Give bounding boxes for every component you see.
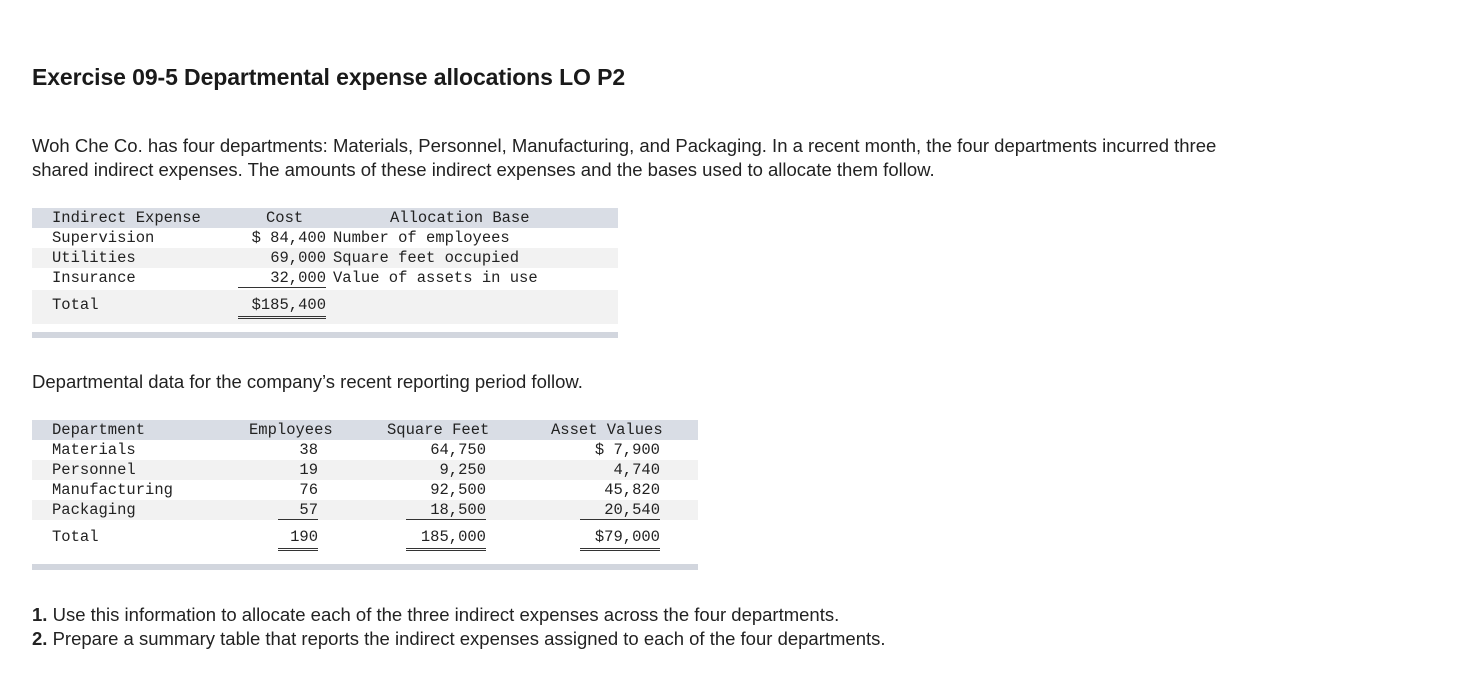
dept-employees: 76: [299, 481, 318, 499]
header-asset-values: Asset Values: [551, 421, 663, 439]
table-row: [32, 268, 618, 288]
expense-base: Value of assets in use: [333, 269, 538, 287]
requirement-1: [32, 603, 886, 627]
dept-name: Personnel: [52, 461, 136, 479]
requirements: [32, 603, 886, 651]
expense-cost: 69,000: [270, 249, 326, 267]
requirement-number: 2.: [32, 628, 48, 649]
header-cost: Cost: [266, 209, 304, 227]
dept-asset-values: 4,740: [613, 461, 660, 479]
table-row: [32, 460, 698, 480]
exercise-title: Exercise 09-5 Departmental expense allocations LO P2: [32, 64, 626, 90]
table-row: [32, 248, 618, 268]
dept-name: Materials: [52, 441, 136, 459]
dept-square-feet: 64,750: [430, 441, 486, 459]
dept-name: Packaging: [52, 501, 136, 519]
dept-asset-values: $ 7,900: [594, 441, 660, 459]
expense-base: Square feet occupied: [333, 249, 520, 267]
dept-square-feet: 9,250: [439, 461, 486, 479]
table-divider: [32, 564, 698, 570]
dept-asset-values: 20,540: [580, 500, 660, 520]
total-asset-values: $79,000: [580, 522, 660, 551]
expense-cost: $ 84,400: [251, 229, 326, 247]
expense-name: Supervision: [52, 229, 155, 247]
department-table: [32, 420, 698, 572]
requirement-text: Use this information to allocate each of the three indirect expenses across the four departments.: [47, 604, 840, 625]
header-square-feet: Square Feet: [387, 421, 490, 439]
dept-employees: 38: [299, 441, 318, 459]
table-row-total: [32, 290, 618, 324]
dept-square-feet: 92,500: [430, 481, 486, 499]
header-employees: Employees: [249, 421, 333, 439]
dept-name: Manufacturing: [52, 481, 173, 499]
table-row: [32, 480, 698, 500]
expense-table-header: [32, 208, 618, 228]
total-label: Total: [52, 296, 99, 314]
table-row-total: [32, 522, 698, 556]
header-indirect-expense: Indirect Expense: [52, 209, 201, 227]
table-divider: [32, 332, 618, 338]
dept-employees: 19: [299, 461, 318, 479]
dept-table-header: [32, 420, 698, 440]
dept-employees: 57: [278, 500, 318, 520]
table-row: [32, 228, 618, 248]
intro-paragraph: Woh Che Co. has four departments: Materials, Personnel, Manufacturing, and Packaging. In a recent month, the four departments incurred three shared indirect expenses. The amounts of these indirect expenses and the bases used to allocate them follow.: [32, 135, 1217, 180]
requirement-text: Prepare a summary table that reports the indirect expenses assigned to each of the four departments.: [47, 628, 886, 649]
table-row: [32, 500, 698, 520]
expense-cost: 32,000: [238, 268, 326, 288]
expense-name: Utilities: [52, 249, 136, 267]
expense-table: [32, 208, 618, 338]
requirement-number: 1.: [32, 604, 48, 625]
expense-base: Number of employees: [333, 229, 510, 247]
requirement-2: [32, 627, 886, 651]
header-department: Department: [52, 421, 146, 439]
total-cost: $185,400: [238, 290, 326, 319]
total-employees: 190: [278, 522, 318, 551]
table-row: [32, 440, 698, 460]
dept-intro: Departmental data for the company’s recent reporting period follow.: [32, 371, 583, 392]
dept-asset-values: 45,820: [604, 481, 660, 499]
dept-square-feet: 18,500: [406, 500, 486, 520]
total-label: Total: [52, 528, 99, 546]
header-allocation-base: Allocation Base: [390, 209, 530, 227]
expense-name: Insurance: [52, 269, 136, 287]
total-square-feet: 185,000: [406, 522, 486, 551]
